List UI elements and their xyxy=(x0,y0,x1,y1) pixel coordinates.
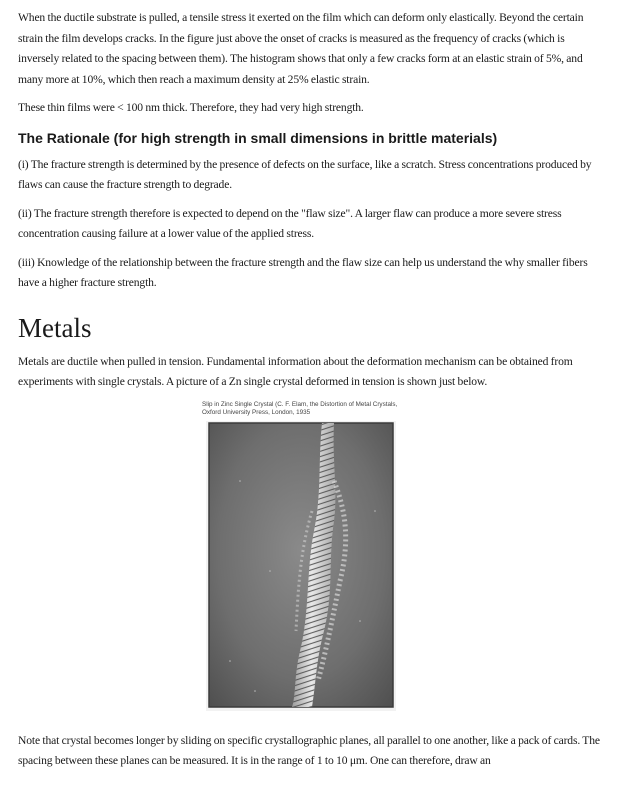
paragraph-crack-formation: When the ductile substrate is pulled, a tensile stress it exerted on the film which can deform only elastically. Beyond the certain strain the film develops cracks. In the figure just above the onset of cracks is measured as the frequency of cracks (which is inversely related to the spacing between them). The histogram shows that only a few cracks form at an elastic strain of 5%, and many more at 10%, which then reach a maximum density at 25% elastic strain. xyxy=(18,11,584,86)
slip-planes-paragraph: Note that crystal becomes longer by sliding on specific crystallographic planes, all parallel to one another, like a pack of cards. The spacing between these planes can be measured. It is in the range of 1 to 10 μm. One can therefore, draw an xyxy=(18,733,600,767)
document-page xyxy=(18,8,606,780)
rationale-item-2: (ii) The fracture strength therefore is expected to depend on the "flaw size". A larger flaw can produce a more severe stress concentration causing failure at a lower value of the applied stress. xyxy=(18,206,562,240)
rationale-heading: The Rationale (for high strength in small dimensions in brittle materials) xyxy=(18,129,498,146)
figure-caption-line-1: Slip in Zinc Single Crystal (C. F. Elam, the Distortion of Metal Crystals, xyxy=(202,400,398,408)
zinc-single-crystal-photo xyxy=(200,421,400,711)
figure-caption xyxy=(202,401,405,417)
zinc-crystal-figure xyxy=(200,401,405,711)
rationale-item-3: (iii) Knowledge of the relationship between the fracture strength and the flaw size can help us understand the why smaller fibers have a higher fracture strength. xyxy=(18,255,588,289)
metals-intro-paragraph: Metals are ductile when pulled in tension. Fundamental information about the deformation mechanism can be obtained from experiments with single crystals. A picture of a Zn single crystal deformed in tension is shown just below. xyxy=(18,354,573,388)
figure-caption-line-2: Oxford University Press, London, 1935 xyxy=(202,408,311,416)
metals-heading: Metals xyxy=(18,312,92,343)
rationale-item-1: (i) The fracture strength is determined by the presence of defects on the surface, like a scratch. Stress concentrations produced by flaws can cause the fracture strength to degrade. xyxy=(18,157,592,191)
paragraph-thin-film-thickness: These thin films were < 100 nm thick. Therefore, they had very high strength. xyxy=(18,101,364,114)
